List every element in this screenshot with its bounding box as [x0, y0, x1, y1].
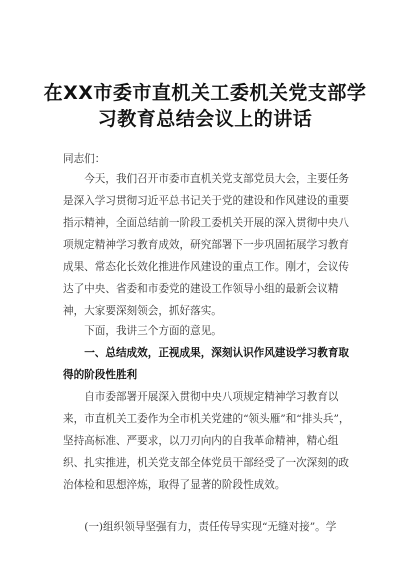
salutation: 同志们： — [63, 153, 106, 165]
paragraph-2: 下面，我讲三个方面的意见。 — [84, 325, 222, 337]
paragraph-4: (一)组织领导坚强有力，责任传导实现“无缝对接”。学 — [84, 521, 337, 533]
section-heading-1: 一、总结成效，正视成果，深刻认识作风建设学习教育取得的阶段性胜利 — [63, 347, 350, 381]
paragraph-1: 今天，我们召开市委市直机关党支部党员大会，主要任务是深入学习贯彻习近平总书记关于党的建设和作风建设的重要指示精神，全面总结前一阶段工委机关开展的深入贯彻中央八项规定精神学习教育成效，研究部署下一步巩固拓展学习教育成果、常态化长效化推进作风建设的重点工作。刚才，会议传达了中央、省委和市委党的建设工作领导小组的最新会议精神，大家要深刻领会，抓好落实。 — [63, 173, 350, 317]
paragraph-3: 自市委部署开展深入贯彻中央八项规定精神学习教育以来，市直机关工委作为全市机关党建的“领头雁”和“排头兵”，坚持高标准、严要求，以刀刃向内的自我革命精神，精心组织、扎实推进，机关党支部全体党员干部经受了一次深刻的政治体检和思想淬炼，取得了显著的阶段性成效。 — [63, 391, 350, 491]
document-title: 在XX市委市直机关工委机关党支部学习教育总结会议上的讲话 — [43, 82, 367, 130]
